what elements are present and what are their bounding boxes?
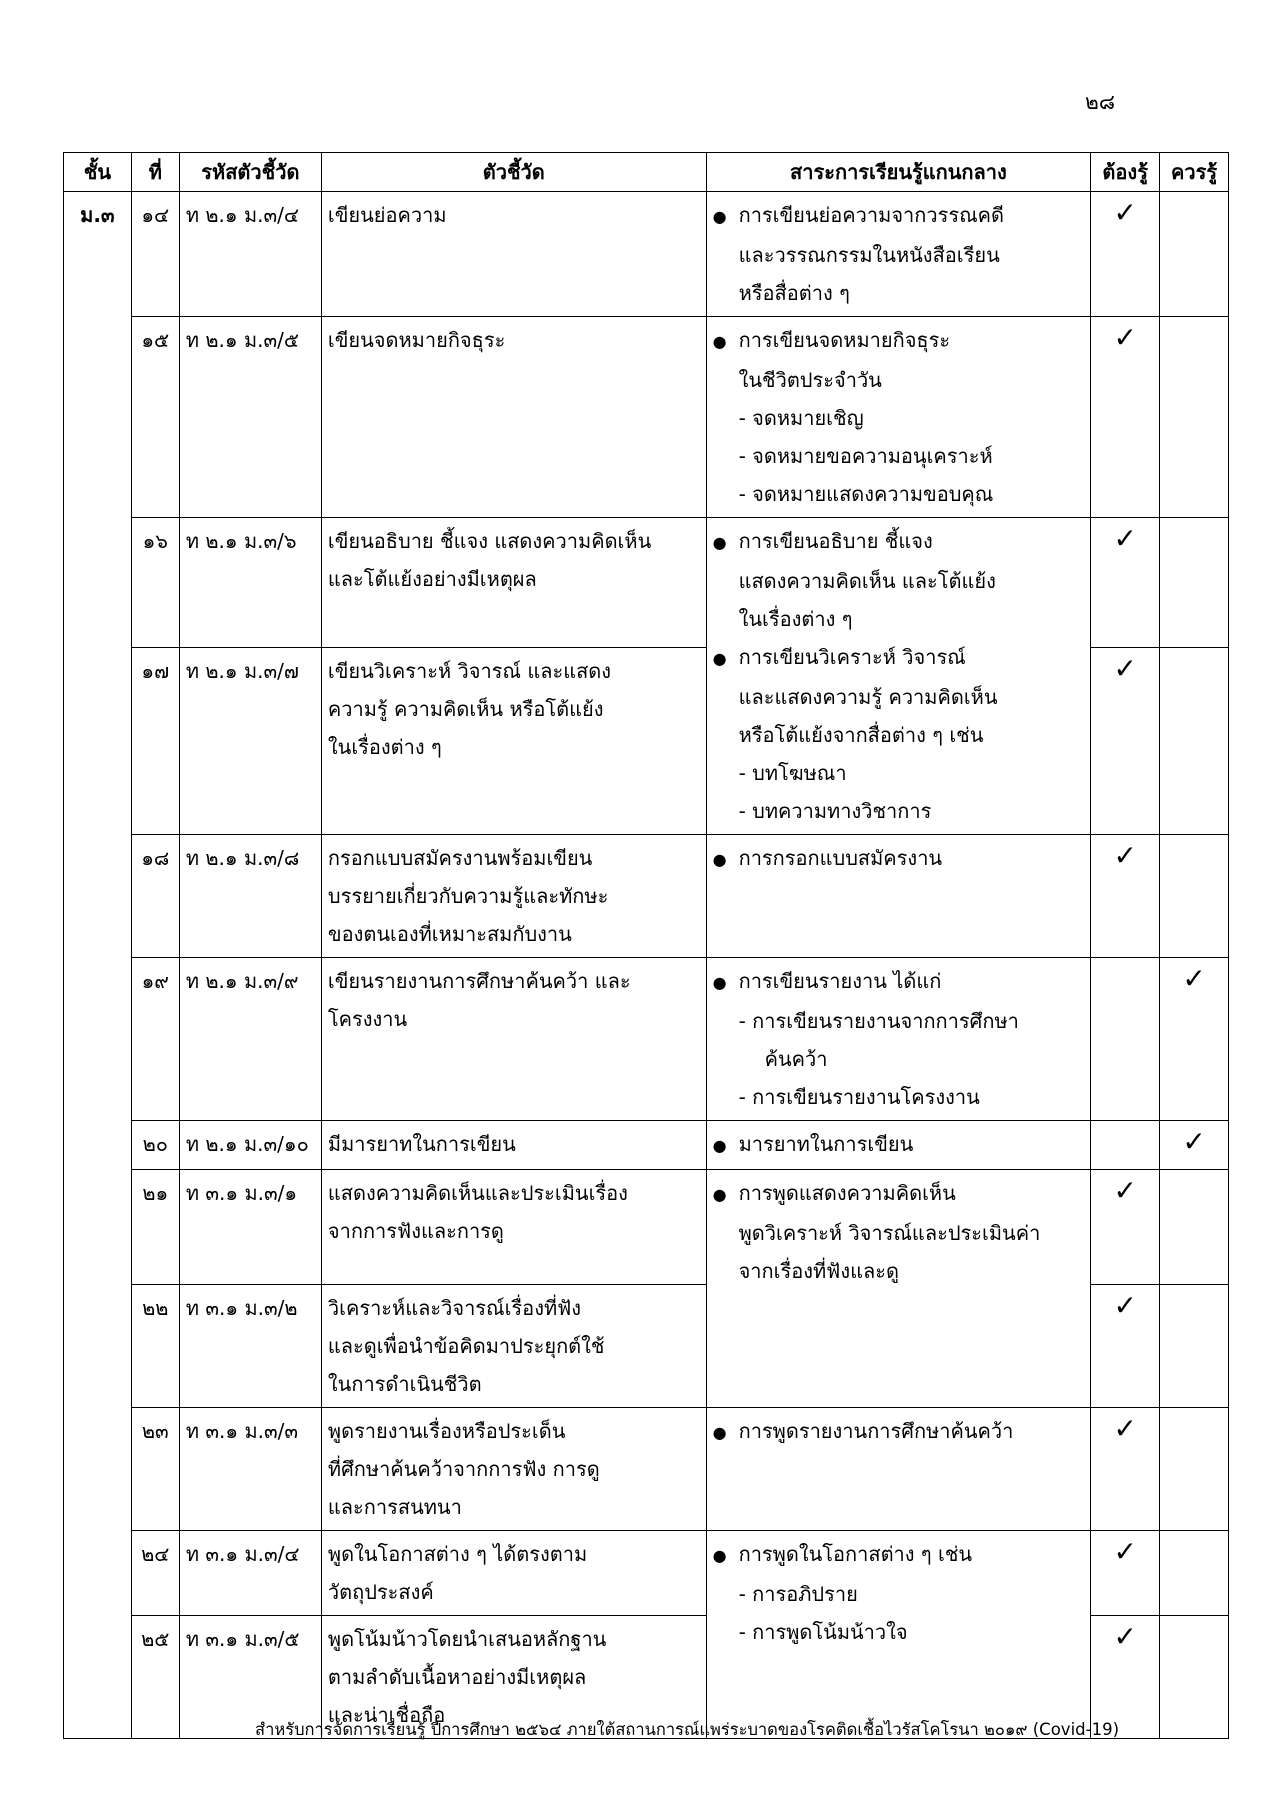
row-no: ๒๓ — [131, 1408, 179, 1531]
indicator-line: วัตถุประสงค์ — [327, 1580, 434, 1604]
content-line: การพูดแสดงความคิดเห็น — [738, 1181, 956, 1205]
row-code: ท ๒.๑ ม.๓/๔ — [179, 192, 321, 317]
row-indicator — [321, 835, 706, 958]
content-line: การเขียนย่อความจากวรรณคดี — [738, 203, 1005, 227]
content-line: การเขียนรายงาน ได้แก่ — [738, 969, 942, 993]
table-row — [64, 1531, 1229, 1616]
content-bullet — [713, 196, 1085, 236]
should-cell — [1160, 647, 1229, 834]
indicator-line: ในการดำเนินชีวิต — [327, 1372, 482, 1396]
content-line: จากเรื่องที่ฟังและดู — [738, 1259, 899, 1283]
row-content — [706, 317, 1091, 518]
indicator-line: แสดงความคิดเห็นและประเมินเรื่อง — [327, 1181, 628, 1205]
content-line: และแสดงความรู้ ความคิดเห็น — [738, 685, 998, 709]
bullet-icon: ● — [712, 1136, 727, 1155]
row-content — [706, 1170, 1091, 1408]
indicator-line: มีมารยาทในการเขียน — [327, 1132, 516, 1156]
row-indicator — [321, 518, 706, 648]
check-icon: ✓ — [1113, 839, 1137, 872]
header-indicator: ตัวชี้วัด — [321, 153, 706, 192]
should-cell — [1160, 1285, 1229, 1408]
should-cell — [1160, 958, 1229, 1121]
row-indicator — [321, 1121, 706, 1170]
row-code: ท ๓.๑ ม.๓/๑ — [179, 1170, 321, 1285]
check-icon: ✓ — [1113, 1535, 1137, 1568]
must-cell — [1091, 1285, 1160, 1408]
row-indicator — [321, 192, 706, 317]
content-bullet — [713, 962, 1085, 1002]
indicator-line: ในเรื่องต่าง ๆ — [327, 734, 442, 759]
row-code: ท ๒.๑ ม.๓/๑๐ — [179, 1121, 321, 1170]
content-line: - บทโฆษณา — [738, 761, 847, 785]
must-cell — [1091, 647, 1160, 834]
indicator-line: เขียนย่อความ — [327, 203, 447, 227]
row-content — [706, 1408, 1091, 1531]
content-line: ในชีวิตประจำวัน — [738, 368, 882, 392]
table-row — [64, 958, 1229, 1121]
indicator-line: ตามลำดับเนื้อหาอย่างมีเหตุผล — [327, 1665, 587, 1689]
bullet-icon: ● — [712, 533, 727, 552]
must-cell — [1091, 1531, 1160, 1616]
should-cell — [1160, 835, 1229, 958]
content-line: - จดหมายแสดงความขอบคุณ — [738, 482, 994, 506]
indicator-line: บรรยายเกี่ยวกับความรู้และทักษะ — [327, 884, 609, 908]
bullet-icon: ● — [712, 1423, 727, 1442]
content-line: และวรรณกรรมในหนังสือเรียน — [738, 243, 1000, 267]
row-code: ท ๒.๑ ม.๓/๖ — [179, 518, 321, 648]
indicator-line: จากการฟังและการดู — [327, 1219, 504, 1243]
row-no: ๒๒ — [131, 1285, 179, 1408]
header-should: ควรรู้ — [1160, 153, 1229, 192]
level-cell: ม.๓ — [64, 192, 132, 1739]
check-icon: ✓ — [1113, 1289, 1137, 1322]
bullet-icon: ● — [712, 207, 727, 226]
check-icon: ✓ — [1113, 1620, 1137, 1653]
header-content: สาระการเรียนรู้แกนกลาง — [706, 153, 1091, 192]
should-cell — [1160, 192, 1229, 317]
header-level: ชั้น — [64, 153, 132, 192]
must-cell — [1091, 958, 1160, 1121]
row-code: ท ๒.๑ ม.๓/๕ — [179, 317, 321, 518]
row-indicator — [321, 647, 706, 834]
row-no: ๑๘ — [131, 835, 179, 958]
row-no: ๒๔ — [131, 1531, 179, 1616]
row-content — [706, 518, 1091, 835]
content-line: หรือสื่อต่าง ๆ — [738, 281, 850, 305]
row-content — [706, 835, 1091, 958]
should-cell — [1160, 1408, 1229, 1531]
content-line: - การเขียนรายงานโครงงาน — [738, 1085, 980, 1109]
indicator-line: เขียนจดหมายกิจธุระ — [327, 328, 506, 352]
must-cell — [1091, 317, 1160, 518]
content-bullet — [713, 321, 1085, 361]
content-line: ค้นคว้า — [764, 1047, 828, 1071]
row-no: ๑๕ — [131, 317, 179, 518]
table-row — [64, 317, 1229, 518]
row-indicator — [321, 1408, 706, 1531]
indicator-line: เขียนรายงานการศึกษาค้นคว้า และ — [327, 969, 631, 993]
must-cell — [1091, 835, 1160, 958]
content-line: - การอภิปราย — [738, 1582, 858, 1606]
check-icon: ✓ — [1113, 321, 1137, 354]
content-line: การพูดรายงานการศึกษาค้นคว้า — [738, 1419, 1014, 1443]
content-bullet — [713, 1412, 1085, 1452]
indicator-line: และน่าเชื่อถือ — [327, 1703, 446, 1727]
row-content — [706, 958, 1091, 1121]
content-line: มารยาทในการเขียน — [738, 1132, 914, 1156]
content-line: - การพูดโน้มน้าวใจ — [738, 1620, 908, 1644]
row-content — [706, 192, 1091, 317]
content-line: พูดวิเคราะห์ วิจารณ์และประเมินค่า — [738, 1221, 1041, 1245]
indicator-line: ที่ศึกษาค้นคว้าจากการฟัง การดู — [327, 1457, 600, 1481]
must-cell — [1091, 518, 1160, 648]
row-no: ๑๔ — [131, 192, 179, 317]
row-content — [706, 1531, 1091, 1739]
bullet-icon: ● — [712, 973, 727, 992]
bullet-icon: ● — [712, 1546, 727, 1565]
content-bullet — [713, 839, 1085, 879]
indicator-line: พูดโน้มน้าวโดยนำเสนอหลักฐาน — [327, 1627, 607, 1651]
must-cell — [1091, 192, 1160, 317]
check-icon: ✓ — [1113, 1174, 1137, 1207]
row-no: ๑๖ — [131, 518, 179, 648]
table-row — [64, 1170, 1229, 1285]
table-row — [64, 192, 1229, 317]
row-indicator — [321, 317, 706, 518]
must-cell — [1091, 1121, 1160, 1170]
should-cell — [1160, 317, 1229, 518]
content-line: - จดหมายขอความอนุเคราะห์ — [738, 444, 993, 468]
table-row — [64, 1121, 1229, 1170]
check-icon: ✓ — [1113, 1412, 1137, 1445]
page-footer: สำหรับการจัดการเรียนรู้ ปีการศึกษา ๒๕๖๔ ภายใต้สถานการณ์แพร่ระบาดของโรคติดเชื้อไวรัสโคโรนา ๒๐๑๙ (Covid-19) — [255, 1720, 1120, 1739]
content-line: การกรอกแบบสมัครงาน — [738, 846, 943, 870]
should-cell — [1160, 1121, 1229, 1170]
header-code: รหัสตัวชี้วัด — [179, 153, 321, 192]
row-code: ท ๓.๑ ม.๓/๕ — [179, 1616, 321, 1739]
row-code: ท ๒.๑ ม.๓/๗ — [179, 647, 321, 834]
content-bullet — [713, 1174, 1085, 1214]
row-indicator — [321, 1285, 706, 1408]
check-icon: ✓ — [1113, 196, 1137, 229]
check-icon: ✓ — [1113, 522, 1137, 555]
indicator-line: และโต้แย้งอย่างมีเหตุผล — [327, 567, 537, 591]
row-code: ท ๓.๑ ม.๓/๒ — [179, 1285, 321, 1408]
table-header-row — [64, 153, 1229, 192]
indicator-line: ของตนเองที่เหมาะสมกับงาน — [327, 922, 572, 946]
should-cell — [1160, 1616, 1229, 1739]
row-code: ท ๓.๑ ม.๓/๔ — [179, 1531, 321, 1616]
row-code: ท ๒.๑ ม.๓/๙ — [179, 958, 321, 1121]
indicator-line: พูดรายงานเรื่องหรือประเด็น — [327, 1419, 566, 1443]
row-no: ๒๐ — [131, 1121, 179, 1170]
must-cell — [1091, 1408, 1160, 1531]
content-line: - บทความทางวิชาการ — [738, 799, 932, 823]
check-icon: ✓ — [1113, 651, 1137, 685]
header-no: ที่ — [131, 153, 179, 192]
must-cell — [1091, 1170, 1160, 1285]
row-no: ๒๕ — [131, 1616, 179, 1739]
row-code: ท ๓.๑ ม.๓/๓ — [179, 1408, 321, 1531]
table-row — [64, 1408, 1229, 1531]
indicator-line: โครงงาน — [327, 1007, 408, 1031]
bullet-icon: ● — [712, 1185, 727, 1204]
row-no: ๒๑ — [131, 1170, 179, 1285]
row-no: ๑๙ — [131, 958, 179, 1121]
content-line: การเขียนวิเคราะห์ วิจารณ์ — [738, 645, 966, 669]
content-line: แสดงความคิดเห็น และโต้แย้ง — [738, 569, 996, 593]
content-bullet — [713, 522, 1085, 562]
indicator-line: เขียนวิเคราะห์ วิจารณ์ และแสดง — [327, 658, 612, 683]
content-line: - การเขียนรายงานจากการศึกษา — [738, 1009, 1019, 1033]
check-icon: ✓ — [1182, 962, 1206, 995]
content-bullet — [713, 1125, 1085, 1165]
should-cell — [1160, 1531, 1229, 1616]
content-bullet — [713, 1535, 1085, 1575]
should-cell — [1160, 518, 1229, 648]
curriculum-table — [63, 152, 1229, 1739]
row-code: ท ๒.๑ ม.๓/๘ — [179, 835, 321, 958]
should-cell — [1160, 1170, 1229, 1285]
row-content — [706, 1121, 1091, 1170]
row-indicator — [321, 1170, 706, 1285]
indicator-line: และดูเพื่อนำข้อคิดมาประยุกต์ใช้ — [327, 1334, 605, 1358]
indicator-line: และการสนทนา — [327, 1495, 462, 1519]
row-indicator — [321, 1531, 706, 1616]
bullet-icon: ● — [712, 649, 727, 668]
content-line: การเขียนจดหมายกิจธุระ — [738, 328, 951, 352]
content-line: - จดหมายเชิญ — [738, 406, 864, 430]
indicator-line: ความรู้ ความคิดเห็น หรือโต้แย้ง — [327, 696, 604, 721]
content-line: การพูดในโอกาสต่าง ๆ เช่น — [738, 1542, 973, 1566]
content-bullet — [713, 638, 1085, 678]
content-line: หรือโต้แย้งจากสื่อต่าง ๆ เช่น — [738, 723, 984, 747]
check-icon: ✓ — [1182, 1125, 1206, 1158]
table-row — [64, 518, 1229, 648]
header-must: ต้องรู้ — [1091, 153, 1160, 192]
page-number: ๒๘ — [1085, 90, 1116, 114]
bullet-icon: ● — [712, 850, 727, 869]
indicator-line: กรอกแบบสมัครงานพร้อมเขียน — [327, 846, 593, 870]
table-row — [64, 835, 1229, 958]
row-indicator — [321, 958, 706, 1121]
indicator-line: เขียนอธิบาย ชี้แจง แสดงความคิดเห็น — [327, 529, 652, 553]
content-line: การเขียนอธิบาย ชี้แจง — [738, 529, 933, 553]
row-no: ๑๗ — [131, 647, 179, 834]
content-line: ในเรื่องต่าง ๆ — [738, 607, 853, 631]
indicator-line: วิเคราะห์และวิจารณ์เรื่องที่ฟัง — [327, 1296, 582, 1320]
bullet-icon: ● — [712, 332, 727, 351]
indicator-line: พูดในโอกาสต่าง ๆ ได้ตรงตาม — [327, 1542, 588, 1566]
